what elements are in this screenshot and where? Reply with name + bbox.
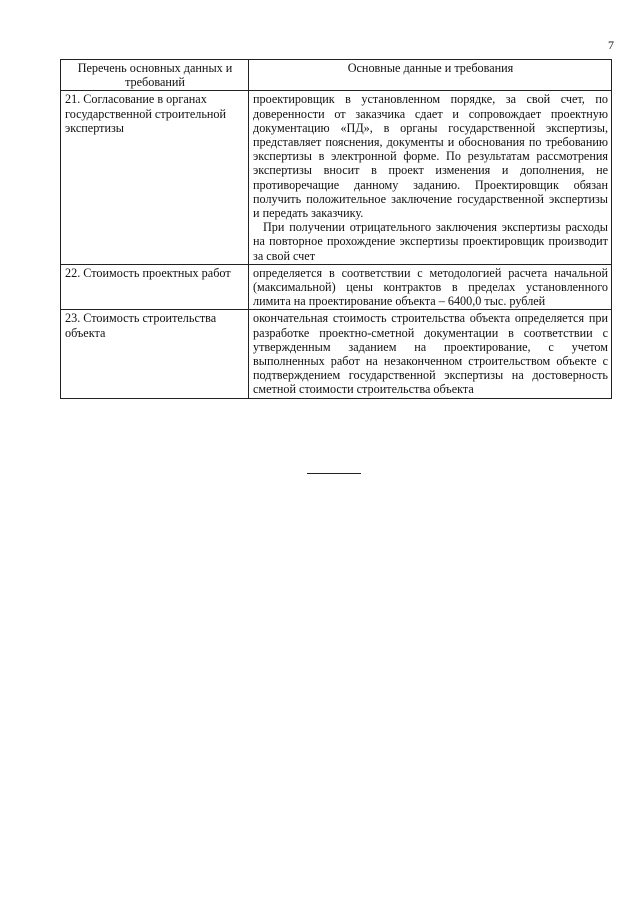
row-label-cell: 23. Стоимость строительства объекта bbox=[61, 310, 249, 398]
row-label-cell: 21. Согласование в органах государственной строительной экспертизы bbox=[61, 91, 249, 264]
row-value-cell bbox=[249, 310, 612, 398]
requirements-table bbox=[60, 59, 612, 399]
table-header-row bbox=[61, 60, 612, 91]
row-value-cell bbox=[249, 264, 612, 310]
value-paragraph: определяется в соответствии с методологией расчета начальной (максимальной) цены контрактов в пределах установленного лимита на проектирование объекта – 6400,0 тыс. рублей bbox=[253, 265, 608, 309]
row-value-cell bbox=[249, 91, 612, 264]
value-paragraph: проектировщик в установленном порядке, за свой счет, по доверенности от заказчика сдает и сопровождает проектную документацию «ПД», в органы государственной экспертизы, представляет пояснения, документы и обоснования по требованию экспертизы в электронной форме. По результатам рассмотрения экспертизы вносит в проект изменения и дополнения, не противоречащие данному заданию. Проектировщик обязан получить положительное заключение государственной экспертизы и передать заказчику. bbox=[253, 92, 608, 221]
header-cell-main-data: Основные данные и требования bbox=[249, 60, 612, 91]
end-of-document-rule bbox=[307, 473, 361, 474]
table-row bbox=[61, 91, 612, 264]
row-label-cell: 22. Стоимость проектных работ bbox=[61, 264, 249, 310]
header-cell-requirements-list: Перечень основных данных и требований bbox=[61, 60, 249, 91]
page-number: 7 bbox=[608, 38, 614, 52]
value-paragraph: окончательная стоимость строительства объекта определяется при разработке проектно-сметной документации в соответствии с утвержденным заданием на проектирование, с учетом выполненных работ на незаконченном строительством объекте с подтверждением государственной экспертизы на достоверность сметной стоимости строительства объекта bbox=[253, 311, 608, 397]
table-row bbox=[61, 264, 612, 310]
value-paragraph: При получении отрицательного заключения экспертизы расходы на повторное прохождение экспертизы проектировщик производит за свой счет bbox=[253, 220, 608, 263]
table-row bbox=[61, 310, 612, 398]
